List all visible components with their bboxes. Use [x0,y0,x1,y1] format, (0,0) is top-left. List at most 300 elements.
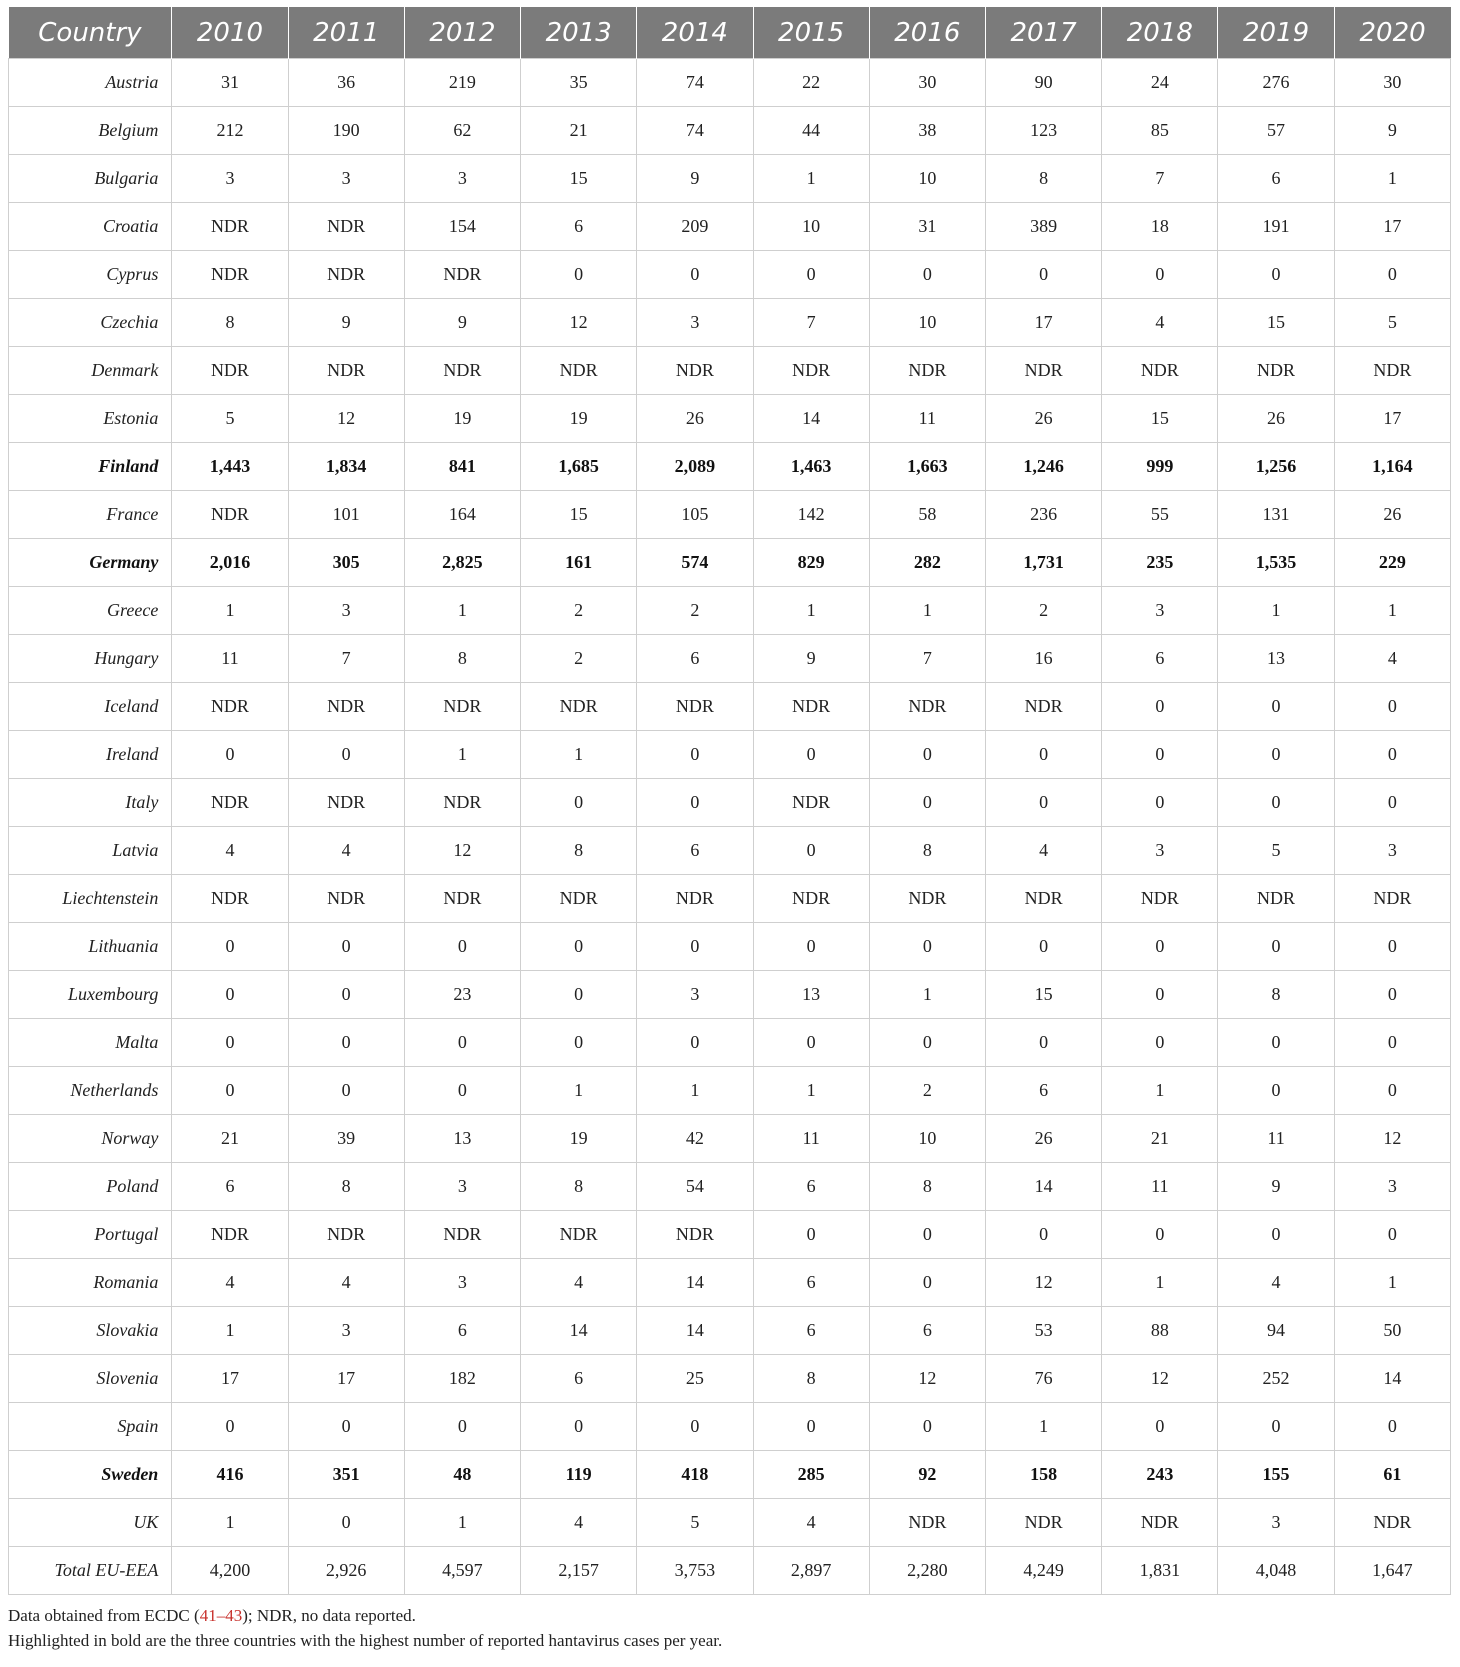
case-count-cell: 131 [1218,491,1334,539]
case-count-cell: 1 [404,731,520,779]
case-count-cell: NDR [172,683,288,731]
case-count-cell: 0 [637,251,753,299]
case-count-cell: 0 [404,1019,520,1067]
case-count-cell: 0 [637,731,753,779]
case-count-cell: 8 [869,827,985,875]
country-cell: Iceland [9,683,172,731]
case-count-cell: 15 [1218,299,1334,347]
case-count-cell: NDR [1334,875,1450,923]
case-count-cell: 8 [1218,971,1334,1019]
table-row [9,635,1451,683]
case-count-cell: 5 [172,395,288,443]
table-row [9,443,1451,491]
case-count-cell: 26 [1334,491,1450,539]
case-count-cell: NDR [288,779,404,827]
case-count-cell: NDR [521,875,637,923]
case-count-cell: 42 [637,1115,753,1163]
case-count-cell: 0 [1102,971,1218,1019]
case-count-cell: NDR [1102,875,1218,923]
case-count-cell: 190 [288,107,404,155]
case-count-cell: 1 [869,971,985,1019]
case-count-cell: 119 [521,1451,637,1499]
table-row [9,395,1451,443]
table-row [9,155,1451,203]
country-cell: Germany [9,539,172,587]
case-count-cell: 3 [404,155,520,203]
case-count-cell: 31 [172,59,288,107]
case-count-cell: 12 [1102,1355,1218,1403]
country-cell: Total EU-EEA [9,1547,172,1595]
case-count-cell: 6 [1218,155,1334,203]
case-count-cell: 1,246 [985,443,1101,491]
case-count-cell: 4 [985,827,1101,875]
case-count-cell: 6 [521,203,637,251]
case-count-cell: 0 [1218,1019,1334,1067]
case-count-cell: 23 [404,971,520,1019]
case-count-cell: 13 [1218,635,1334,683]
case-count-cell: 11 [1102,1163,1218,1211]
case-count-cell: 90 [985,59,1101,107]
case-count-cell: 1 [985,1403,1101,1451]
case-count-cell: 16 [985,635,1101,683]
table-row [9,827,1451,875]
case-count-cell: 0 [637,779,753,827]
case-count-cell: 1 [753,155,869,203]
table-row [9,491,1451,539]
column-header-year: 2013 [521,7,637,59]
case-count-cell: 2,926 [288,1547,404,1595]
case-count-cell: 13 [753,971,869,1019]
table-header [9,7,1451,59]
case-count-cell: 2,825 [404,539,520,587]
column-header-country: Country [9,7,172,59]
case-count-cell: 9 [753,635,869,683]
case-count-cell: 12 [404,827,520,875]
table-row [9,923,1451,971]
case-count-cell: 2 [521,635,637,683]
table-row [9,59,1451,107]
table-row [9,731,1451,779]
case-count-cell: 158 [985,1451,1101,1499]
case-count-cell: 10 [869,299,985,347]
reference-link[interactable]: 41–43 [199,1606,243,1625]
table-row [9,779,1451,827]
case-count-cell: NDR [1218,875,1334,923]
case-count-cell: NDR [753,779,869,827]
case-count-cell: 19 [404,395,520,443]
case-count-cell: 0 [869,1211,985,1259]
footnote-highlight: Highlighted in bold are the three countries with the highest number of reported hantavirus cases per year. [8,1631,723,1650]
country-cell: Finland [9,443,172,491]
case-count-cell: 0 [1102,1403,1218,1451]
case-count-cell: 25 [637,1355,753,1403]
table-body [9,59,1451,1595]
country-cell: Luxembourg [9,971,172,1019]
case-count-cell: NDR [172,203,288,251]
case-count-cell: 0 [985,731,1101,779]
case-count-cell: 39 [288,1115,404,1163]
case-count-cell: 6 [637,635,753,683]
table-row [9,347,1451,395]
case-count-cell: 85 [1102,107,1218,155]
case-count-cell: 55 [1102,491,1218,539]
case-count-cell: 8 [753,1355,869,1403]
case-count-cell: 418 [637,1451,753,1499]
case-count-cell: 0 [288,731,404,779]
case-count-cell: 92 [869,1451,985,1499]
case-count-cell: 2,157 [521,1547,637,1595]
case-count-cell: 4 [1102,299,1218,347]
case-count-cell: 236 [985,491,1101,539]
case-count-cell: NDR [869,347,985,395]
case-count-cell: 0 [288,923,404,971]
case-count-cell: 0 [288,971,404,1019]
table-row [9,1451,1451,1499]
case-count-cell: NDR [637,1211,753,1259]
case-count-cell: 6 [869,1307,985,1355]
table-row [9,971,1451,1019]
case-count-cell: 11 [1218,1115,1334,1163]
country-cell: Greece [9,587,172,635]
case-count-cell: 0 [288,1499,404,1547]
case-count-cell: 276 [1218,59,1334,107]
country-cell: Malta [9,1019,172,1067]
case-count-cell: 2 [869,1067,985,1115]
case-count-cell: 61 [1334,1451,1450,1499]
case-count-cell: 17 [172,1355,288,1403]
case-count-cell: 1 [521,1067,637,1115]
case-count-cell: 209 [637,203,753,251]
case-count-cell: 26 [985,1115,1101,1163]
case-count-cell: NDR [404,683,520,731]
country-cell: Croatia [9,203,172,251]
case-count-cell: NDR [637,683,753,731]
case-count-cell: NDR [404,251,520,299]
case-count-cell: 0 [1102,683,1218,731]
country-cell: UK [9,1499,172,1547]
country-cell: Bulgaria [9,155,172,203]
case-count-cell: NDR [753,683,869,731]
case-count-cell: 31 [869,203,985,251]
case-count-cell: NDR [985,1499,1101,1547]
case-count-cell: 8 [521,1163,637,1211]
table-row [9,1067,1451,1115]
case-count-cell: 0 [869,1259,985,1307]
country-cell: Slovenia [9,1355,172,1403]
case-count-cell: 9 [288,299,404,347]
case-count-cell: NDR [869,1499,985,1547]
case-count-cell: 0 [404,923,520,971]
case-count-cell: 0 [1102,779,1218,827]
case-count-cell: 0 [288,1019,404,1067]
case-count-cell: 0 [521,251,637,299]
case-count-cell: 12 [288,395,404,443]
case-count-cell: NDR [172,1211,288,1259]
case-count-cell: 11 [753,1115,869,1163]
country-cell: Poland [9,1163,172,1211]
case-count-cell: 8 [869,1163,985,1211]
column-header-year: 2018 [1102,7,1218,59]
case-count-cell: 14 [637,1307,753,1355]
case-count-cell: 8 [172,299,288,347]
case-count-cell: 3 [1102,827,1218,875]
case-count-cell: 14 [521,1307,637,1355]
country-cell: Belgium [9,107,172,155]
case-count-cell: 17 [1334,203,1450,251]
case-count-cell: 14 [753,395,869,443]
country-cell: Estonia [9,395,172,443]
case-count-cell: 3 [637,971,753,1019]
case-count-cell: 0 [1102,1211,1218,1259]
case-count-cell: 7 [1102,155,1218,203]
column-header-year: 2011 [288,7,404,59]
case-count-cell: 2,016 [172,539,288,587]
case-count-cell: 0 [753,1019,869,1067]
case-count-cell: 3 [288,155,404,203]
case-count-cell: 10 [869,1115,985,1163]
case-count-cell: 305 [288,539,404,587]
table-row [9,1307,1451,1355]
case-count-cell: 10 [869,155,985,203]
country-cell: Czechia [9,299,172,347]
case-count-cell: 6 [753,1163,869,1211]
case-count-cell: 3 [1102,587,1218,635]
case-count-cell: 0 [1334,1067,1450,1115]
table-footnotes [8,1603,1451,1653]
case-count-cell: 21 [172,1115,288,1163]
case-count-cell: 1,535 [1218,539,1334,587]
case-count-cell: 2 [637,587,753,635]
case-count-cell: 0 [869,251,985,299]
table-row [9,539,1451,587]
case-count-cell: 182 [404,1355,520,1403]
case-count-cell: 1 [172,1499,288,1547]
case-count-cell: 76 [985,1355,1101,1403]
case-count-cell: 4 [288,1259,404,1307]
case-count-cell: 12 [869,1355,985,1403]
case-count-cell: 1,831 [1102,1547,1218,1595]
case-count-cell: 3 [288,587,404,635]
case-count-cell: 50 [1334,1307,1450,1355]
case-count-cell: 0 [172,971,288,1019]
table-row [9,1211,1451,1259]
case-count-cell: 74 [637,59,753,107]
case-count-cell: 13 [404,1115,520,1163]
case-count-cell: 3 [1218,1499,1334,1547]
case-count-cell: NDR [1102,347,1218,395]
case-count-cell: 12 [985,1259,1101,1307]
case-count-cell: 4 [1334,635,1450,683]
case-count-cell: NDR [753,875,869,923]
case-count-cell: 1,731 [985,539,1101,587]
column-header-year: 2010 [172,7,288,59]
case-count-cell: 0 [985,1019,1101,1067]
case-count-cell: 0 [1218,779,1334,827]
case-count-cell: 4 [172,1259,288,1307]
case-count-cell: 0 [1102,251,1218,299]
case-count-cell: 0 [869,779,985,827]
case-count-cell: 0 [1218,251,1334,299]
case-count-cell: NDR [985,875,1101,923]
case-count-cell: 1 [521,731,637,779]
table-row [9,1499,1451,1547]
case-count-cell: 282 [869,539,985,587]
case-count-cell: 88 [1102,1307,1218,1355]
case-count-cell: 0 [288,1067,404,1115]
case-count-cell: 15 [985,971,1101,1019]
case-count-cell: 9 [637,155,753,203]
case-count-cell: 0 [1218,1067,1334,1115]
case-count-cell: 105 [637,491,753,539]
country-cell: Italy [9,779,172,827]
country-cell: Liechtenstein [9,875,172,923]
case-count-cell: 0 [753,251,869,299]
case-count-cell: NDR [1334,1499,1450,1547]
case-count-cell: 6 [521,1355,637,1403]
table-row [9,1355,1451,1403]
case-count-cell: 1 [1334,1259,1450,1307]
case-count-cell: 58 [869,491,985,539]
country-cell: Sweden [9,1451,172,1499]
case-count-cell: 6 [985,1067,1101,1115]
case-count-cell: 17 [985,299,1101,347]
case-count-cell: 574 [637,539,753,587]
case-count-cell: 10 [753,203,869,251]
case-count-cell: NDR [172,251,288,299]
case-count-cell: 389 [985,203,1101,251]
case-count-cell: NDR [521,1211,637,1259]
case-count-cell: 154 [404,203,520,251]
case-count-cell: NDR [753,347,869,395]
case-count-cell: 1 [869,587,985,635]
case-count-cell: 11 [172,635,288,683]
case-count-cell: 252 [1218,1355,1334,1403]
case-count-cell: 4 [1218,1259,1334,1307]
case-count-cell: 48 [404,1451,520,1499]
country-cell: Norway [9,1115,172,1163]
case-count-cell: 1,685 [521,443,637,491]
column-header-year: 2014 [637,7,753,59]
case-count-cell: 4,597 [404,1547,520,1595]
case-count-cell: 1 [1102,1067,1218,1115]
case-count-cell: 285 [753,1451,869,1499]
case-count-cell: 30 [869,59,985,107]
case-count-cell: 101 [288,491,404,539]
table-row [9,203,1451,251]
case-count-cell: 15 [521,155,637,203]
case-count-cell: 0 [869,923,985,971]
table-row [9,875,1451,923]
case-count-cell: 191 [1218,203,1334,251]
country-cell: Slovakia [9,1307,172,1355]
case-count-cell: 1,834 [288,443,404,491]
case-count-cell: 0 [1218,731,1334,779]
case-count-cell: 38 [869,107,985,155]
case-count-cell: 0 [1218,1211,1334,1259]
table-row [9,1259,1451,1307]
case-count-cell: 3 [404,1163,520,1211]
table-row [9,1547,1451,1595]
case-count-cell: 12 [1334,1115,1450,1163]
case-count-cell: 0 [985,1211,1101,1259]
table-row [9,587,1451,635]
case-count-cell: 3 [404,1259,520,1307]
case-count-cell: 1 [1334,587,1450,635]
case-count-cell: 18 [1102,203,1218,251]
case-count-cell: 4 [753,1499,869,1547]
case-count-cell: 62 [404,107,520,155]
case-count-cell: 6 [172,1163,288,1211]
case-count-cell: 57 [1218,107,1334,155]
column-header-year: 2020 [1334,7,1450,59]
case-count-cell: 1 [1218,587,1334,635]
country-cell: Denmark [9,347,172,395]
table-container [8,7,1451,1653]
case-count-cell: 30 [1334,59,1450,107]
case-count-cell: 0 [1334,1211,1450,1259]
case-count-cell: 829 [753,539,869,587]
case-count-cell: 14 [985,1163,1101,1211]
country-cell: Hungary [9,635,172,683]
case-count-cell: 5 [1218,827,1334,875]
case-count-cell: 1 [753,1067,869,1115]
case-count-cell: 0 [1334,923,1450,971]
case-count-cell: 1,663 [869,443,985,491]
case-count-cell: 21 [521,107,637,155]
case-count-cell: NDR [869,875,985,923]
case-count-cell: 3 [1334,827,1450,875]
case-count-cell: 219 [404,59,520,107]
case-count-cell: 19 [521,395,637,443]
case-count-cell: 4 [521,1259,637,1307]
case-count-cell: 74 [637,107,753,155]
case-count-cell: 15 [521,491,637,539]
case-count-cell: 1,256 [1218,443,1334,491]
case-count-cell: 155 [1218,1451,1334,1499]
case-count-cell: NDR [404,875,520,923]
case-count-cell: 0 [1334,251,1450,299]
country-cell: Romania [9,1259,172,1307]
case-count-cell: 0 [1334,1403,1450,1451]
case-count-cell: 0 [288,1403,404,1451]
case-count-cell: 0 [172,1403,288,1451]
case-count-cell: NDR [404,1211,520,1259]
case-count-cell: NDR [404,779,520,827]
case-count-cell: 0 [1102,731,1218,779]
case-count-cell: 999 [1102,443,1218,491]
case-count-cell: 2,089 [637,443,753,491]
case-count-cell: NDR [1218,347,1334,395]
case-count-cell: 7 [869,635,985,683]
case-count-cell: 1 [172,1307,288,1355]
case-count-cell: 15 [1102,395,1218,443]
case-count-cell: 0 [1218,1403,1334,1451]
case-count-cell: 22 [753,59,869,107]
case-count-cell: 0 [521,1019,637,1067]
case-count-cell: 351 [288,1451,404,1499]
table-row [9,1403,1451,1451]
case-count-cell: NDR [172,875,288,923]
case-count-cell: 0 [521,1403,637,1451]
case-count-cell: 0 [753,1403,869,1451]
case-count-cell: 0 [1218,923,1334,971]
table-row [9,1163,1451,1211]
case-count-cell: 0 [985,251,1101,299]
case-count-cell: NDR [869,683,985,731]
case-count-cell: 161 [521,539,637,587]
case-count-cell: 26 [985,395,1101,443]
case-count-cell: 12 [521,299,637,347]
